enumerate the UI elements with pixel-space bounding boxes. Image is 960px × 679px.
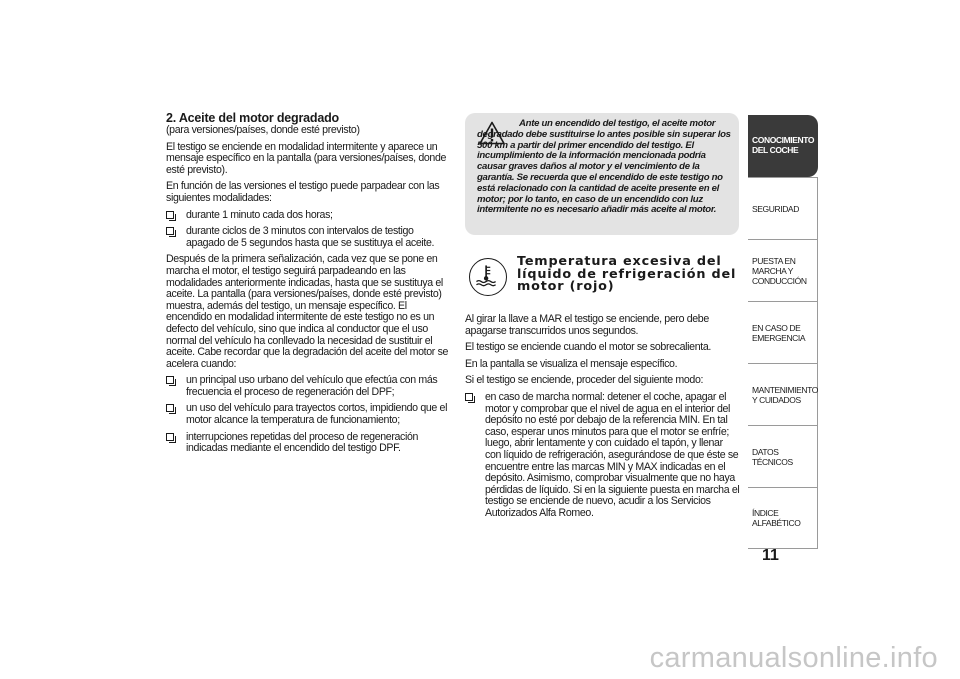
paragraph: El testigo se enciende en modalidad intermitente y aparece un mensaje específico en la pantalla (para versiones/países, donde esté previsto).	[166, 140, 447, 176]
coolant-section	[465, 252, 741, 525]
section-header	[465, 252, 741, 314]
checkbox-bullet-icon	[166, 211, 174, 219]
section-subtitle: (para versiones/países, donde esté previsto)	[166, 124, 360, 136]
chapter-tabs	[748, 115, 818, 549]
tab-mantenimiento[interactable]: MANTENIMIENTO Y CUIDADOS	[748, 363, 818, 425]
warning-box	[465, 113, 739, 235]
paragraph: En función de las versiones el testigo puede parpadear con las siguientes modalidades:	[166, 180, 440, 204]
page-number: 11	[762, 547, 779, 564]
tab-datos-tecnicos[interactable]: DATOS TÉCNICOS	[748, 425, 818, 487]
list-item: un principal uso urbano del vehículo que efectúa con más frecuencia el proceso de regeneración del DPF;	[166, 375, 452, 398]
checkbox-bullet-icon	[166, 227, 174, 235]
tab-seguridad[interactable]: SEGURIDAD	[748, 177, 818, 239]
tab-puesta-en-marcha[interactable]: PUESTA EN MARCHA Y CONDUCCIÓN	[748, 239, 818, 301]
tab-conocimiento-del-coche[interactable]: CONOCIMIENTO DEL COCHE	[748, 115, 818, 177]
paragraph: Al girar la llave a MAR el testigo se enciende, pero debe apagarse transcurridos unos segundos.	[465, 313, 709, 337]
list-item: durante ciclos de 3 minutos con intervalos de testigo apagado de 5 segundos hasta que se sustituya el aceite.	[166, 226, 452, 249]
list-item: en caso de marcha normal: detener el coche, apagar el motor y comprobar que el nivel de agua en el interior del depósito no esté por debajo de la referencia MIN. En tal caso, esperar unos minutos para que el motor se enfríe; luego, abrir lentamente y con cuidado el tapón, y llenar con líquido de refrigeración, asegurándose de que éste se encuentre entre las marcas MIN y MAX indicadas en el depósito. Asimismo, comprobar visualmente que no haya pérdidas de líquido. Si en la siguiente puesta en marcha el testigo se enciende de nuevo, acudir a los Servicios Autorizados Alfa Romeo.	[465, 392, 741, 520]
warning-text: Ante un encendido del testigo, el aceite motor degradado debe sustituirse lo antes posible sin superar los 500 km a partir del primer encendido del testigo. El incumplimiento de la información mencionada podría causar graves daños al motor y el vencimiento de la garantía. Se recuerda que el encendido de este testigo no está relacionado con la cantidad de aceite presente en el motor; por lo tanto, en caso de un encendido con luz intermitente no es necesario añadir más aceite al motor.	[477, 118, 731, 216]
paragraph: Después de la primera señalización, cada vez que se pone en marcha el motor, el testigo seguirá parpadeando en las modalidades anteriormente indicadas, hasta que se sustituya el aceite. La pantalla (para versiones/países, donde esté previsto) muestra, además del testigo, un mensaje específico. El encendido en modalidad intermitente de este testigo no es un defecto del vehículo, sino que indica al conductor que el uso normal del vehículo ha conllevado la necesidad de sustituir el aceite. Cabe recordar que la degradación del aceite del motor se acelera cuando:	[166, 253, 449, 370]
paragraph: En la pantalla se visualiza el mensaje específico.	[465, 357, 678, 370]
paragraph: El testigo se enciende cuando el motor se sobrecalienta.	[465, 341, 711, 354]
paragraph: Si el testigo se enciende, proceder del siguiente modo:	[465, 374, 704, 387]
checkbox-bullet-icon	[166, 433, 174, 441]
list-item: interrupciones repetidas del proceso de regeneración indicadas mediante el encendido del testigo DPF.	[166, 432, 452, 455]
section-title-coolant: Temperatura excesiva del líquido de refrigeración del motor (rojo)	[517, 254, 737, 294]
section-title-oil: 2. Aceite del motor degradado	[166, 111, 339, 125]
list-item: durante 1 minuto cada dos horas;	[166, 210, 452, 222]
tab-en-caso-de-emergencia[interactable]: EN CASO DE EMERGENCIA	[748, 301, 818, 363]
checkbox-bullet-icon	[166, 404, 174, 412]
watermark: carmanualsonline.info	[649, 642, 938, 674]
coolant-temperature-icon	[469, 258, 507, 296]
checkbox-bullet-icon	[166, 376, 174, 384]
left-column	[166, 112, 452, 460]
checkbox-bullet-icon	[465, 393, 473, 401]
tab-indice-alfabetico[interactable]: ÍNDICE ALFABÉTICO	[748, 487, 818, 549]
list-item: un uso del vehículo para trayectos cortos, impidiendo que el motor alcance la temperatura de funcionamiento;	[166, 403, 452, 426]
